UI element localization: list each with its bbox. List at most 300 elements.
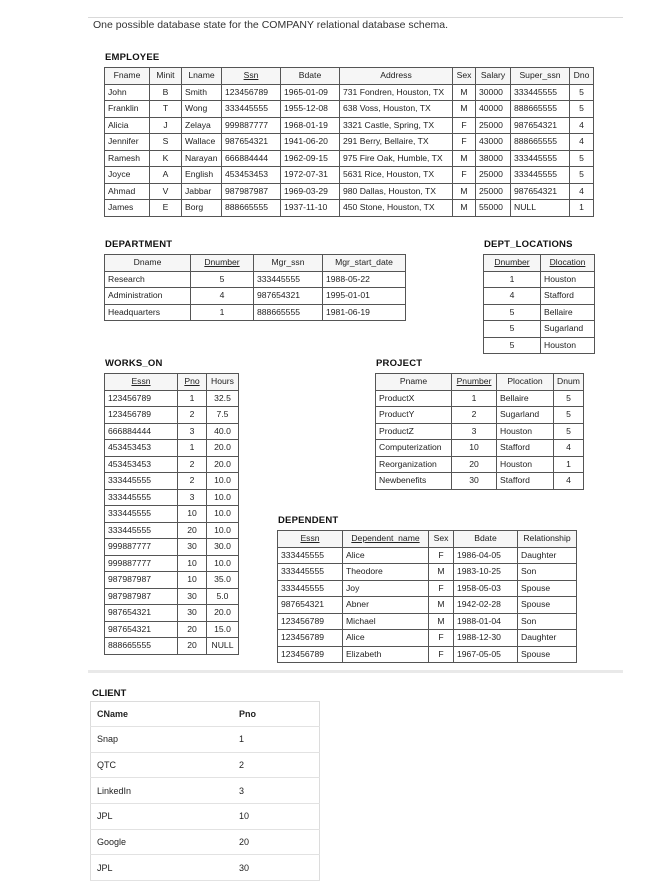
employee-header-bdate: Bdate — [281, 68, 340, 85]
project-row-cell: ProductX — [376, 390, 452, 407]
dept-locations-row-cell: 5 — [484, 304, 541, 321]
client-row — [91, 778, 320, 804]
employee-row-cell: 3321 Castle, Spring, TX — [340, 117, 453, 134]
works-on-row-cell: 999887777 — [105, 555, 178, 572]
client-row-cell: 3 — [233, 778, 320, 804]
dependent-header-dependent-name: Dependent_name — [343, 531, 429, 548]
works-on-row — [105, 522, 239, 539]
project-header-plocation: Plocation — [497, 374, 554, 391]
employee-header-address: Address — [340, 68, 453, 85]
employee-row-cell: Joyce — [105, 167, 150, 184]
employee-row-cell: F — [453, 117, 476, 134]
works-on-row-cell: 20 — [178, 621, 207, 638]
dependent-row-cell: F — [429, 646, 454, 663]
employee-row — [105, 200, 594, 217]
works-on-row — [105, 506, 239, 523]
employee-row-cell: 987987987 — [222, 183, 281, 200]
employee-row-cell: K — [150, 150, 182, 167]
dependent-row — [278, 613, 577, 630]
project-row-cell: 1 — [452, 390, 497, 407]
works-on-row-cell: 999887777 — [105, 539, 178, 556]
client-row-cell: 20 — [233, 829, 320, 855]
dependent-row-cell: F — [429, 547, 454, 564]
employee-row-cell: V — [150, 183, 182, 200]
client-row — [91, 752, 320, 778]
dept-locations-header-dlocation: Dlocation — [541, 255, 595, 272]
works-on-row-cell: 333445555 — [105, 489, 178, 506]
project-row-cell: 3 — [452, 423, 497, 440]
employee-row-cell: M — [453, 84, 476, 101]
department-row-cell: 1981-06-19 — [323, 304, 406, 321]
works-on-row-cell: NULL — [207, 638, 239, 655]
works-on-row-cell: 20.0 — [207, 456, 239, 473]
works-on-header-essn: Essn — [105, 374, 178, 391]
project-row-cell: Stafford — [497, 473, 554, 490]
dept-locations-row — [484, 271, 595, 288]
works-on-row-cell: 20 — [178, 638, 207, 655]
employee-row — [105, 117, 594, 134]
dependent-row-cell: 1967-05-05 — [454, 646, 518, 663]
dept-locations-row-cell: Stafford — [541, 288, 595, 305]
works-on-row-cell: 987987987 — [105, 572, 178, 589]
dependent-row-cell: 1988-12-30 — [454, 630, 518, 647]
employee-table — [104, 67, 594, 217]
works-on-row — [105, 440, 239, 457]
works-on-row-cell: 10.0 — [207, 489, 239, 506]
dependent-row-cell: 1988-01-04 — [454, 613, 518, 630]
department-row-cell: Administration — [105, 288, 191, 305]
client-row-cell: Snap — [91, 727, 234, 753]
department-table — [104, 254, 406, 321]
employee-row-cell: M — [453, 183, 476, 200]
works-on-row-cell: 40.0 — [207, 423, 239, 440]
works-on-row-cell: 10.0 — [207, 473, 239, 490]
employee-row-cell: 333445555 — [511, 167, 570, 184]
employee-row-cell: Franklin — [105, 101, 150, 118]
employee-row-cell: 25000 — [476, 183, 511, 200]
employee-row-cell: 999887777 — [222, 117, 281, 134]
employee-row — [105, 167, 594, 184]
department-row — [105, 288, 406, 305]
works-on-row-cell: 2 — [178, 473, 207, 490]
dept-locations-row-cell: Sugarland — [541, 321, 595, 338]
employee-row-cell: 55000 — [476, 200, 511, 217]
works-on-row — [105, 473, 239, 490]
employee-row-cell: Ramesh — [105, 150, 150, 167]
dependent-row — [278, 547, 577, 564]
works-on-row-cell: 10 — [178, 506, 207, 523]
works-on-row — [105, 621, 239, 638]
employee-row-cell: Wallace — [182, 134, 222, 151]
client-row-cell: 2 — [233, 752, 320, 778]
employee-row-cell: 25000 — [476, 117, 511, 134]
dependent-row-cell: Daughter — [518, 630, 577, 647]
employee-row-cell: Wong — [182, 101, 222, 118]
works-on-row-cell: 987654321 — [105, 621, 178, 638]
employee-row-cell: 987654321 — [511, 117, 570, 134]
employee-row-cell: 4 — [570, 183, 594, 200]
works-on-row-cell: 30 — [178, 605, 207, 622]
works-on-table — [104, 373, 239, 655]
project-row-cell: ProductY — [376, 407, 452, 424]
dependent-row-cell: Spouse — [518, 580, 577, 597]
works-on-row-cell: 123456789 — [105, 407, 178, 424]
figure-caption: One possible database state for the COMPANY relational database schema. — [93, 19, 449, 31]
project-row-cell: Stafford — [497, 440, 554, 457]
works-on-row — [105, 539, 239, 556]
works-on-row-cell: 333445555 — [105, 522, 178, 539]
works-on-row-cell: 333445555 — [105, 506, 178, 523]
employee-row-cell: 980 Dallas, Houston, TX — [340, 183, 453, 200]
employee-row-cell: Zelaya — [182, 117, 222, 134]
works-on-row-cell: 1 — [178, 440, 207, 457]
employee-row-cell: NULL — [511, 200, 570, 217]
department-header-mgr-start-date: Mgr_start_date — [323, 255, 406, 272]
dependent-row-cell: 1986-04-05 — [454, 547, 518, 564]
works-on-row — [105, 638, 239, 655]
employee-row-cell: 38000 — [476, 150, 511, 167]
employee-row-cell: A — [150, 167, 182, 184]
works-on-row-cell: 3 — [178, 423, 207, 440]
client-row-cell: 10 — [233, 804, 320, 830]
dependent-row — [278, 630, 577, 647]
dept-locations-row — [484, 337, 595, 354]
employee-header-super-ssn: Super_ssn — [511, 68, 570, 85]
works-on-row-cell: 333445555 — [105, 473, 178, 490]
dept-locations-title: DEPT_LOCATIONS — [484, 239, 573, 250]
employee-row-cell: 1955-12-08 — [281, 101, 340, 118]
employee-row-cell: Alicia — [105, 117, 150, 134]
dept-locations-header-dnumber: Dnumber — [484, 255, 541, 272]
client-header-cname: CName — [91, 702, 234, 727]
dependent-row-cell: F — [429, 630, 454, 647]
department-row-cell: 333445555 — [254, 271, 323, 288]
dependent-row-cell: 1958-05-03 — [454, 580, 518, 597]
client-row-cell: JPL — [91, 855, 234, 881]
employee-row-cell: M — [453, 101, 476, 118]
project-row-cell: 2 — [452, 407, 497, 424]
employee-row-cell: F — [453, 167, 476, 184]
department-header-mgr-ssn: Mgr_ssn — [254, 255, 323, 272]
project-row-cell: Sugarland — [497, 407, 554, 424]
employee-row-cell: S — [150, 134, 182, 151]
works-on-row — [105, 407, 239, 424]
employee-row — [105, 183, 594, 200]
dependent-row-cell: Elizabeth — [343, 646, 429, 663]
works-on-row-cell: 10.0 — [207, 522, 239, 539]
project-row — [376, 456, 584, 473]
dept-locations-table — [483, 254, 595, 354]
employee-row-cell: 5 — [570, 101, 594, 118]
department-row-cell: 1 — [191, 304, 254, 321]
dependent-row-cell: M — [429, 613, 454, 630]
works-on-row-cell: 10 — [178, 572, 207, 589]
project-row — [376, 473, 584, 490]
project-row-cell: 5 — [554, 407, 584, 424]
dependent-row-cell: 123456789 — [278, 646, 343, 663]
dependent-row — [278, 564, 577, 581]
employee-row-cell: Borg — [182, 200, 222, 217]
dept-locations-row — [484, 321, 595, 338]
department-row-cell: 1995-01-01 — [323, 288, 406, 305]
employee-row-cell: 5 — [570, 167, 594, 184]
employee-row-cell: Ahmad — [105, 183, 150, 200]
employee-row-cell: M — [453, 200, 476, 217]
employee-row-cell: B — [150, 84, 182, 101]
department-row-cell: 987654321 — [254, 288, 323, 305]
dependent-row-cell: Michael — [343, 613, 429, 630]
employee-row — [105, 150, 594, 167]
works-on-row-cell: 123456789 — [105, 390, 178, 407]
project-row-cell: Computerization — [376, 440, 452, 457]
project-row-cell: 10 — [452, 440, 497, 457]
project-row-cell: Houston — [497, 456, 554, 473]
employee-header-dno: Dno — [570, 68, 594, 85]
works-on-header-hours: Hours — [207, 374, 239, 391]
client-header-pno: Pno — [233, 702, 320, 727]
employee-row-cell: 731 Fondren, Houston, TX — [340, 84, 453, 101]
employee-row-cell: 666884444 — [222, 150, 281, 167]
works-on-row-cell: 666884444 — [105, 423, 178, 440]
dependent-row-cell: Spouse — [518, 597, 577, 614]
employee-row-cell: 291 Berry, Bellaire, TX — [340, 134, 453, 151]
department-header-dnumber: Dnumber — [191, 255, 254, 272]
employee-row-cell: John — [105, 84, 150, 101]
department-row-cell: 1988-05-22 — [323, 271, 406, 288]
employee-row-cell: Narayan — [182, 150, 222, 167]
project-row-cell: Reorganization — [376, 456, 452, 473]
project-row-cell: 5 — [554, 390, 584, 407]
department-row-cell: 888665555 — [254, 304, 323, 321]
employee-row-cell: 4 — [570, 117, 594, 134]
top-rule — [88, 17, 623, 18]
employee-row-cell: 1972-07-31 — [281, 167, 340, 184]
dept-locations-row-cell: 5 — [484, 337, 541, 354]
works-on-row — [105, 390, 239, 407]
client-title: CLIENT — [92, 688, 127, 699]
works-on-row-cell: 987987987 — [105, 588, 178, 605]
dependent-row-cell: Theodore — [343, 564, 429, 581]
works-on-row — [105, 423, 239, 440]
employee-row-cell: 450 Stone, Houston, TX — [340, 200, 453, 217]
project-row — [376, 390, 584, 407]
client-row-cell: QTC — [91, 752, 234, 778]
client-row — [91, 804, 320, 830]
employee-row-cell: E — [150, 200, 182, 217]
employee-header-lname: Lname — [182, 68, 222, 85]
employee-row-cell: 333445555 — [222, 101, 281, 118]
employee-row-cell: 1 — [570, 200, 594, 217]
employee-row-cell: 975 Fire Oak, Humble, TX — [340, 150, 453, 167]
employee-row-cell: 888665555 — [511, 101, 570, 118]
department-header-dname: Dname — [105, 255, 191, 272]
works-on-row — [105, 489, 239, 506]
project-row — [376, 407, 584, 424]
dependent-row-cell: M — [429, 564, 454, 581]
project-row-cell: 4 — [554, 473, 584, 490]
dependent-row-cell: 333445555 — [278, 547, 343, 564]
works-on-row — [105, 605, 239, 622]
dependent-row — [278, 597, 577, 614]
project-row-cell: Bellaire — [497, 390, 554, 407]
client-table — [90, 701, 320, 881]
works-on-row-cell: 10 — [178, 555, 207, 572]
dependent-row-cell: 333445555 — [278, 564, 343, 581]
employee-row-cell: 987654321 — [511, 183, 570, 200]
dependent-row-cell: Daughter — [518, 547, 577, 564]
employee-row — [105, 134, 594, 151]
employee-row-cell: 1969-03-29 — [281, 183, 340, 200]
department-row-cell: Research — [105, 271, 191, 288]
employee-row-cell: J — [150, 117, 182, 134]
employee-header-minit: Minit — [150, 68, 182, 85]
employee-row-cell: T — [150, 101, 182, 118]
dependent-row-cell: F — [429, 580, 454, 597]
employee-row-cell: 40000 — [476, 101, 511, 118]
dependent-row — [278, 580, 577, 597]
employee-title: EMPLOYEE — [105, 52, 160, 63]
works-on-row — [105, 456, 239, 473]
employee-row-cell: 25000 — [476, 167, 511, 184]
project-row — [376, 440, 584, 457]
employee-row-cell: Jabbar — [182, 183, 222, 200]
project-row-cell: 1 — [554, 456, 584, 473]
project-row-cell: 20 — [452, 456, 497, 473]
works-on-row-cell: 7.5 — [207, 407, 239, 424]
works-on-row-cell: 10.0 — [207, 506, 239, 523]
works-on-row-cell: 453453453 — [105, 456, 178, 473]
client-row — [91, 727, 320, 753]
department-row-cell: 5 — [191, 271, 254, 288]
department-row-cell: Headquarters — [105, 304, 191, 321]
dependent-row-cell: 123456789 — [278, 613, 343, 630]
works-on-header-pno: Pno — [178, 374, 207, 391]
client-row-cell: LinkedIn — [91, 778, 234, 804]
schema-panel — [88, 38, 623, 670]
employee-row-cell: 1962-09-15 — [281, 150, 340, 167]
employee-row-cell: 333445555 — [511, 150, 570, 167]
works-on-row-cell: 1 — [178, 390, 207, 407]
project-header-dnum: Dnum — [554, 374, 584, 391]
dependent-row-cell: Spouse — [518, 646, 577, 663]
works-on-row-cell: 30 — [178, 588, 207, 605]
employee-row-cell: 333445555 — [511, 84, 570, 101]
dependent-row — [278, 646, 577, 663]
employee-header-ssn: Ssn — [222, 68, 281, 85]
employee-header-fname: Fname — [105, 68, 150, 85]
dependent-row-cell: Alice — [343, 547, 429, 564]
department-row — [105, 304, 406, 321]
employee-row-cell: 888665555 — [222, 200, 281, 217]
works-on-row-cell: 2 — [178, 407, 207, 424]
panel-bottom-band — [88, 670, 623, 673]
dept-locations-row-cell: Houston — [541, 337, 595, 354]
works-on-row — [105, 572, 239, 589]
employee-row-cell: 638 Voss, Houston, TX — [340, 101, 453, 118]
project-row-cell: Newbenefits — [376, 473, 452, 490]
project-table — [375, 373, 584, 490]
client-row-cell: JPL — [91, 804, 234, 830]
project-row — [376, 423, 584, 440]
works-on-row-cell: 5.0 — [207, 588, 239, 605]
project-header-pname: Pname — [376, 374, 452, 391]
project-row-cell: 30 — [452, 473, 497, 490]
works-on-row — [105, 555, 239, 572]
employee-row-cell: 1968-01-19 — [281, 117, 340, 134]
works-on-row-cell: 3 — [178, 489, 207, 506]
works-on-row-cell: 20 — [178, 522, 207, 539]
works-on-row-cell: 987654321 — [105, 605, 178, 622]
dept-locations-row-cell: Bellaire — [541, 304, 595, 321]
employee-row-cell: 5 — [570, 150, 594, 167]
employee-row-cell: 888665555 — [511, 134, 570, 151]
dependent-row-cell: 987654321 — [278, 597, 343, 614]
employee-row-cell: English — [182, 167, 222, 184]
project-title: PROJECT — [376, 358, 423, 369]
employee-row-cell: 5 — [570, 84, 594, 101]
dependent-row-cell: Abner — [343, 597, 429, 614]
client-row-cell: 30 — [233, 855, 320, 881]
works-on-row-cell: 30 — [178, 539, 207, 556]
dependent-header-relationship: Relationship — [518, 531, 577, 548]
employee-header-sex: Sex — [453, 68, 476, 85]
employee-row-cell: Smith — [182, 84, 222, 101]
works-on-row-cell: 453453453 — [105, 440, 178, 457]
works-on-row-cell: 30.0 — [207, 539, 239, 556]
employee-row-cell: 30000 — [476, 84, 511, 101]
project-row-cell: 5 — [554, 423, 584, 440]
employee-row-cell: James — [105, 200, 150, 217]
dependent-header-sex: Sex — [429, 531, 454, 548]
works-on-row-cell: 888665555 — [105, 638, 178, 655]
works-on-row-cell: 15.0 — [207, 621, 239, 638]
dept-locations-row — [484, 304, 595, 321]
employee-row-cell: 1941-06-20 — [281, 134, 340, 151]
employee-row — [105, 84, 594, 101]
dependent-title: DEPENDENT — [278, 515, 339, 526]
employee-row-cell: F — [453, 134, 476, 151]
dependent-row-cell: M — [429, 597, 454, 614]
dependent-row-cell: Son — [518, 564, 577, 581]
project-header-pnumber: Pnumber — [452, 374, 497, 391]
employee-row-cell: Jennifer — [105, 134, 150, 151]
dept-locations-row-cell: 4 — [484, 288, 541, 305]
works-on-row-cell: 2 — [178, 456, 207, 473]
employee-header-salary: Salary — [476, 68, 511, 85]
dependent-row-cell: 333445555 — [278, 580, 343, 597]
department-title: DEPARTMENT — [105, 239, 173, 250]
works-on-row-cell: 32.5 — [207, 390, 239, 407]
dependent-row-cell: Joy — [343, 580, 429, 597]
dept-locations-row-cell: 5 — [484, 321, 541, 338]
dependent-row-cell: 123456789 — [278, 630, 343, 647]
employee-row-cell: 453453453 — [222, 167, 281, 184]
dept-locations-row-cell: 1 — [484, 271, 541, 288]
dependent-row-cell: 1983-10-25 — [454, 564, 518, 581]
client-row — [91, 855, 320, 881]
project-row-cell: Houston — [497, 423, 554, 440]
project-row-cell: ProductZ — [376, 423, 452, 440]
client-row — [91, 829, 320, 855]
works-on-row-cell: 10.0 — [207, 555, 239, 572]
works-on-row-cell: 35.0 — [207, 572, 239, 589]
employee-row — [105, 101, 594, 118]
dept-locations-row-cell: Houston — [541, 271, 595, 288]
employee-row-cell: 5631 Rice, Houston, TX — [340, 167, 453, 184]
works-on-title: WORKS_ON — [105, 358, 163, 369]
works-on-row-cell: 20.0 — [207, 605, 239, 622]
department-row — [105, 271, 406, 288]
